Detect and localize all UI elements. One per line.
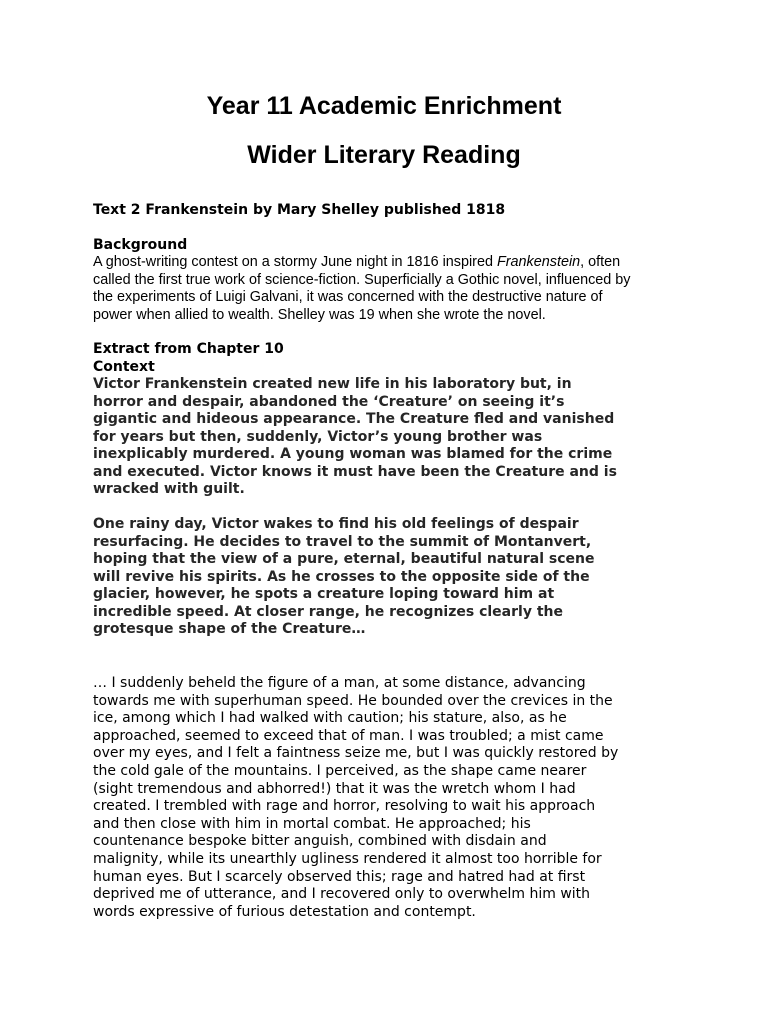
page-subtitle: Wider Literary Reading (247, 141, 521, 169)
extract-line: human eyes. But I scarcely observed this; rage and hatred had at first (93, 868, 586, 885)
extract-line: countenance bespoke bitter anguish, combined with disdain and (93, 833, 547, 850)
context-line: inexplicably murdered. A young woman was blamed for the crime (93, 446, 613, 462)
extract-line: deprived me of utterance, and I recovered only to overwhelm him with (93, 886, 591, 903)
extract-heading-block (93, 341, 683, 376)
background-line: power when allied to wealth. Shelley was 19 when she wrote the novel. (93, 306, 546, 323)
extract-line: (sight tremendous and abhorred!) that it was the wretch whom I had (93, 780, 576, 797)
extract-line: approached, seemed to exceed that of man. I was troubled; a mist came (93, 727, 604, 744)
context-line: hoping that the view of a pure, eternal, beautiful natural scene (93, 551, 595, 567)
context-line: grotesque shape of the Creature… (93, 621, 366, 637)
novel-title-italic: Frankenstein (496, 254, 581, 270)
extract-line: and then close with him in mortal combat. He approached; his (93, 815, 531, 832)
extract-line: created. I trembled with rage and horror, resolving to wait his approach (93, 798, 596, 815)
extract-heading: Extract from Chapter 10 (93, 341, 284, 357)
context-line: and executed. Victor knows it must have been the Creature and is (93, 463, 617, 480)
context-line: gigantic and hideous appearance. The Creature fled and vanished (93, 411, 615, 427)
extract-line: … I suddenly beheld the figure of a man, at some distance, advancing (93, 675, 586, 691)
context-label: Context (93, 358, 155, 375)
extract-line: words expressive of furious detestation and contempt. (93, 903, 476, 920)
context-line: glacier, however, he spots a creature loping toward him at (93, 586, 555, 602)
extract-line: over my eyes, and I felt a faintness seize me, but I was quickly restored by (93, 745, 619, 762)
extract-line: towards me with superhuman speed. He bounded over the crevices in the (93, 692, 613, 709)
context-line: resurfacing. He decides to travel to the summit of Montanvert, (93, 533, 592, 550)
context-line: horror and despair, abandoned the ‘Creature’ on seeing it’s (93, 393, 565, 410)
background-line: the experiments of Luigi Galvani, it was concerned with the destructive nature of (93, 289, 603, 305)
text-heading: Text 2 Frankenstein by Mary Shelley published 1818 (93, 202, 506, 218)
extract-passage (93, 675, 683, 921)
context-line: wracked with guilt. (93, 481, 245, 497)
background-paragraph (93, 254, 683, 324)
extract-line: ice, among which I had walked with caution; his stature, also, as he (93, 710, 567, 727)
background-line: called the first true work of science-fiction. Superficially a Gothic novel, influenced by (93, 271, 631, 288)
context-line: for years but then, suddenly, Victor’s young brother was (93, 428, 543, 445)
context-line: incredible speed. At closer range, he recognizes clearly the (93, 603, 563, 620)
background-line: A ghost-writing contest on a stormy June night in 1816 inspired Frankenstein, often (93, 254, 621, 270)
page-title: Year 11 Academic Enrichment (206, 92, 562, 120)
context-line: will revive his spirits. As he crosses to the opposite side of the (93, 568, 590, 585)
background-heading: Background (93, 237, 188, 253)
context-paragraph-1 (93, 376, 683, 499)
context-line: One rainy day, Victor wakes to find his old feelings of despair (93, 516, 579, 532)
extract-line: the cold gale of the mountains. I perceived, as the shape came nearer (93, 762, 587, 779)
extract-line: malignity, while its unearthly ugliness rendered it almost too horrible for (93, 850, 602, 867)
context-paragraph-2 (93, 516, 683, 639)
context-line: Victor Frankenstein created new life in his laboratory but, in (93, 376, 572, 392)
